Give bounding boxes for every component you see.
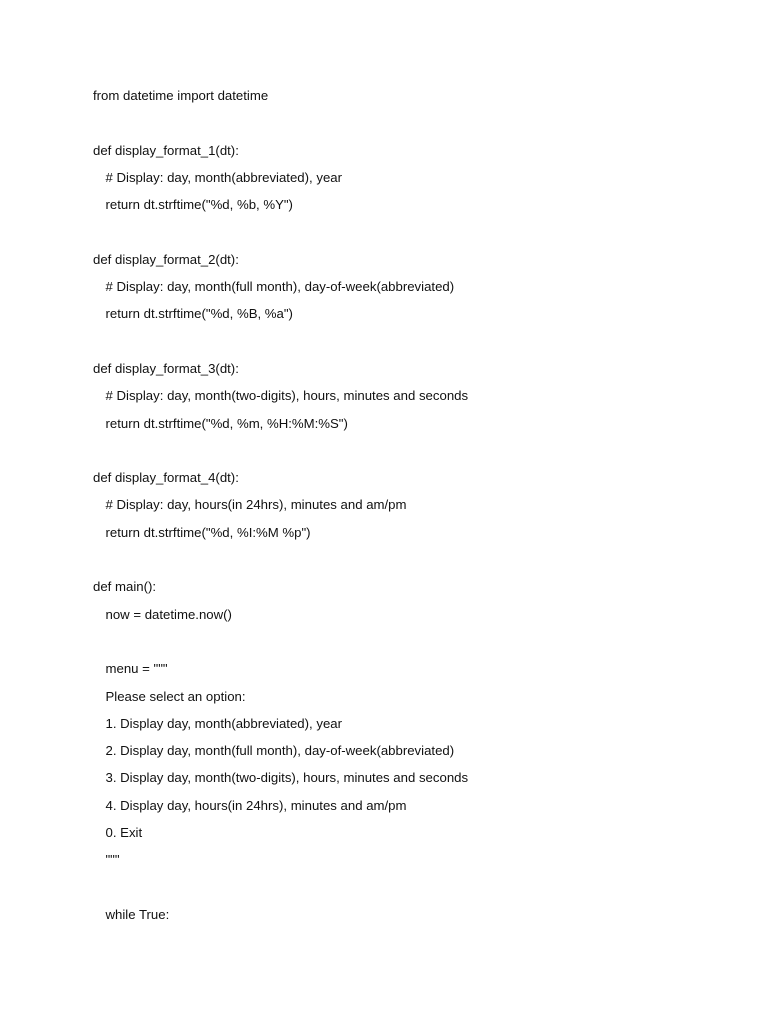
code-line: 0. Exit <box>105 825 143 841</box>
code-line: # Display: day, hours(in 24hrs), minutes and am/pm <box>105 497 407 513</box>
blank-line <box>93 222 733 249</box>
code-line: while True: <box>105 906 170 922</box>
code-line: return dt.strftime("%d, %b, %Y") <box>105 197 293 213</box>
code-line: def main(): <box>93 579 157 595</box>
code-line: return dt.strftime("%d, %I:%M %p") <box>105 524 311 540</box>
code-line: return dt.strftime("%d, %m, %H:%M:%S") <box>105 415 348 431</box>
code-line: def display_format_3(dt): <box>93 360 239 376</box>
code-line: def display_format_4(dt): <box>93 470 239 486</box>
code-line: Please select an option: <box>105 688 246 704</box>
code-line: def display_format_1(dt): <box>93 142 239 158</box>
code-line: now = datetime.now() <box>105 606 232 622</box>
code-line: 1. Display day, month(abbreviated), year <box>105 715 343 731</box>
code-line: 4. Display day, hours(in 24hrs), minutes and am/pm <box>105 797 407 813</box>
code-line: 2. Display day, month(full month), day-of-week(abbreviated) <box>105 743 455 759</box>
blank-line <box>93 632 733 659</box>
code-line: """ <box>105 852 120 868</box>
code-line: return dt.strftime("%d, %B, %a") <box>105 306 293 322</box>
code-line: 3. Display day, month(two-digits), hours, minutes and seconds <box>105 770 469 786</box>
code-line: from datetime import datetime <box>93 88 269 103</box>
code-line: # Display: day, month(abbreviated), year <box>105 169 343 185</box>
blank-line <box>93 332 733 359</box>
code-line: def display_format_2(dt): <box>93 251 239 267</box>
blank-line <box>93 878 733 905</box>
blank-line <box>93 550 733 577</box>
code-line: # Display: day, month(two-digits), hours, minutes and seconds <box>105 388 469 404</box>
blank-line <box>93 441 733 468</box>
code-line: menu = """ <box>105 661 168 677</box>
blank-line <box>93 113 733 140</box>
code-line: # Display: day, month(full month), day-of-week(abbreviated) <box>105 279 455 295</box>
code-listing <box>93 86 733 932</box>
